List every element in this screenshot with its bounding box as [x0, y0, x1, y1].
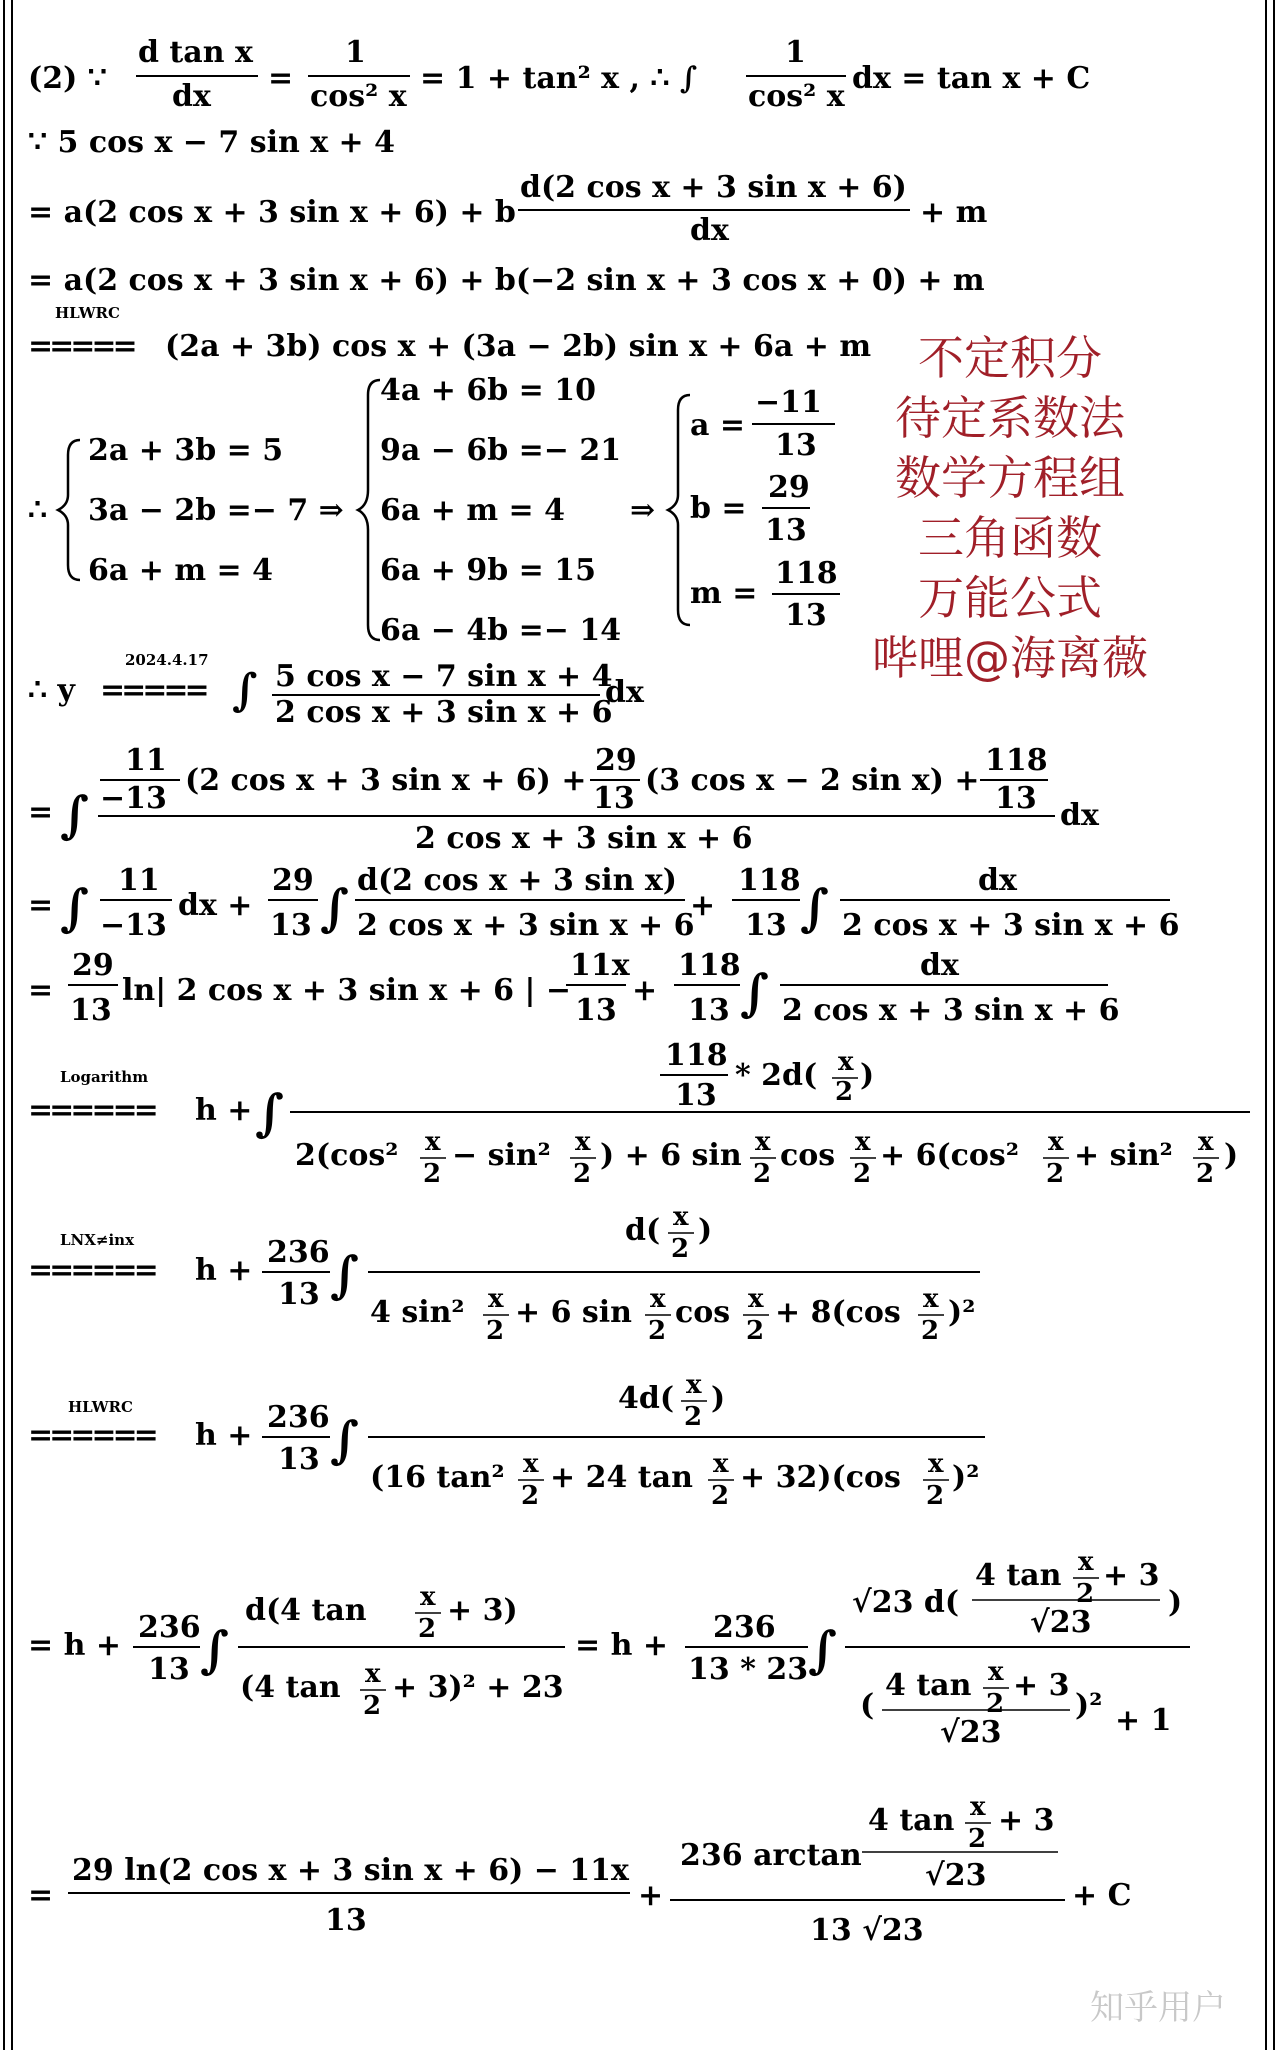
- svg-text:11: 11: [125, 743, 167, 778]
- svg-text:dx: dx: [920, 948, 959, 983]
- svg-text:): ): [1168, 1585, 1183, 1620]
- svg-text:13 * 23: 13 * 23: [688, 1652, 809, 1687]
- svg-text:(2) ∵: (2) ∵: [28, 61, 107, 96]
- svg-text:=====: =====: [100, 673, 206, 708]
- svg-text:): ): [1224, 1138, 1239, 1173]
- svg-text:2: 2: [1046, 1159, 1065, 1189]
- svg-text:∫: ∫: [232, 665, 258, 716]
- svg-text:∴: ∴: [28, 493, 48, 528]
- line-4: [28, 263, 985, 298]
- svg-text:2: 2: [926, 1481, 945, 1511]
- svg-text:5 cos x − 7 sin x + 4: 5 cos x − 7 sin x + 4: [275, 659, 613, 694]
- svg-text:x: x: [970, 1792, 986, 1822]
- svg-text:dx: dx: [690, 213, 729, 248]
- svg-text:d(2 cos x + 3 sin x): d(2 cos x + 3 sin x): [357, 863, 677, 898]
- svg-text:9a − 6b =− 21: 9a − 6b =− 21: [380, 433, 622, 468]
- date-label: 2024.4.17: [125, 651, 209, 669]
- svg-text:(3 cos x − 2 sin x) +: (3 cos x − 2 sin x) +: [645, 763, 980, 798]
- svg-text:∴ y: ∴ y: [28, 673, 75, 708]
- svg-text:x: x: [988, 1657, 1004, 1687]
- svg-text:x: x: [838, 1047, 854, 1077]
- svg-text:+ 3: + 3: [1103, 1558, 1160, 1593]
- svg-text:h +: h +: [195, 1418, 253, 1453]
- svg-text:∫: ∫: [60, 878, 89, 937]
- svg-text:): ): [698, 1213, 713, 1248]
- svg-text:∫: ∫: [255, 1083, 284, 1142]
- svg-text:x: x: [855, 1127, 871, 1157]
- svg-text:) + 6 sin: ) + 6 sin: [600, 1138, 742, 1173]
- svg-text:3a − 2b =− 7 ⇒: 3a − 2b =− 7 ⇒: [88, 493, 344, 528]
- svg-text:13: 13: [775, 428, 817, 463]
- svg-text:h +: h +: [195, 1093, 253, 1128]
- svg-text:4 tan: 4 tan: [885, 1668, 972, 1703]
- svg-text:∵ 5 cos x − 7 sin x + 4: ∵ 5 cos x − 7 sin x + 4: [28, 125, 396, 160]
- svg-text:cos² x: cos² x: [310, 79, 407, 114]
- svg-text:+: +: [632, 973, 658, 1008]
- svg-text:√23 d(: √23 d(: [852, 1585, 960, 1620]
- svg-text:x: x: [755, 1127, 771, 1157]
- svg-text:+: +: [638, 1878, 664, 1913]
- svg-text:2: 2: [521, 1481, 540, 1511]
- svg-text:∫: ∫: [740, 963, 769, 1022]
- svg-text:m =: m =: [690, 576, 758, 611]
- svg-text:1: 1: [345, 35, 366, 70]
- svg-text:2: 2: [423, 1159, 442, 1189]
- svg-text:2: 2: [835, 1077, 854, 1107]
- svg-text:4d(: 4d(: [618, 1381, 675, 1416]
- svg-text:2: 2: [753, 1159, 772, 1189]
- svg-text:(2a + 3b) cos x + (3a − 2b) si: (2a + 3b) cos x + (3a − 2b) sin x + 6a + m: [165, 329, 872, 364]
- svg-text:2 cos x + 3 sin x + 6: 2 cos x + 3 sin x + 6: [275, 695, 613, 730]
- svg-text:+: +: [690, 888, 716, 923]
- svg-text:======: ======: [28, 1418, 155, 1453]
- svg-text:118: 118: [738, 863, 801, 898]
- svg-text:2: 2: [648, 1316, 667, 1346]
- svg-text:118: 118: [678, 948, 741, 983]
- half-angle-sub: [28, 1038, 1250, 1189]
- svg-text:x: x: [923, 1284, 939, 1314]
- equation-system: [28, 373, 840, 648]
- svg-text:= h +: = h +: [28, 1628, 121, 1663]
- svg-text:4 tan: 4 tan: [868, 1803, 955, 1838]
- y-definition: [28, 651, 645, 730]
- svg-text:x: x: [686, 1370, 702, 1400]
- svg-text:13: 13: [270, 908, 312, 943]
- svg-text:)²: )²: [1075, 1688, 1103, 1723]
- completing-square: [28, 1547, 1190, 1750]
- svg-text:2 cos x + 3 sin x + 6: 2 cos x + 3 sin x + 6: [415, 821, 753, 856]
- svg-text:−11: −11: [755, 385, 822, 420]
- svg-text:2: 2: [968, 1824, 987, 1854]
- svg-text:1: 1: [785, 35, 806, 70]
- svg-text:x: x: [673, 1202, 689, 1232]
- svg-text:11: 11: [118, 863, 160, 898]
- svg-text:2: 2: [486, 1316, 505, 1346]
- hlwrc-label-2: HLWRC: [68, 1398, 133, 1416]
- svg-text:2: 2: [1076, 1579, 1095, 1609]
- svg-text:2: 2: [711, 1481, 730, 1511]
- svg-text:236: 236: [138, 1610, 201, 1645]
- svg-text:√23: √23: [940, 1715, 1002, 1750]
- svg-text:=: =: [28, 1878, 54, 1913]
- svg-text:2 cos x + 3 sin x + 6: 2 cos x + 3 sin x + 6: [357, 908, 695, 943]
- svg-text:d(4 tan: d(4 tan: [245, 1593, 367, 1628]
- svg-text:118: 118: [665, 1038, 728, 1073]
- svg-text:x: x: [748, 1284, 764, 1314]
- svg-text:======: ======: [28, 1253, 155, 1288]
- overlay-line-4: 三角函数: [918, 511, 1102, 565]
- svg-text:∫: ∫: [330, 1410, 359, 1469]
- svg-text:x: x: [523, 1449, 539, 1479]
- svg-text:x: x: [650, 1284, 666, 1314]
- svg-text:236 arctan: 236 arctan: [680, 1838, 862, 1873]
- svg-text:2 cos x + 3 sin x + 6: 2 cos x + 3 sin x + 6: [782, 993, 1120, 1028]
- svg-text:2: 2: [573, 1159, 592, 1189]
- svg-text:(16 tan²: (16 tan²: [370, 1460, 505, 1495]
- svg-text:2a + 3b = 5: 2a + 3b = 5: [88, 433, 284, 468]
- svg-text:2: 2: [363, 1691, 382, 1721]
- svg-text:dx +: dx +: [178, 888, 253, 923]
- svg-text:======: ======: [28, 1093, 155, 1128]
- svg-text:ln| 2 cos x + 3 sin x + 6 | −: ln| 2 cos x + 3 sin x + 6 | −: [122, 973, 571, 1008]
- logarithm-label: Logarithm: [60, 1068, 149, 1086]
- svg-text:29 ln(2 cos x + 3 sin x + 6) −: 29 ln(2 cos x + 3 sin x + 6) − 11x: [72, 1853, 629, 1888]
- svg-text:118: 118: [775, 556, 838, 591]
- svg-text:d tan x: d tan x: [138, 35, 253, 70]
- svg-text:d(: d(: [625, 1213, 661, 1248]
- overlay-line-1: 不定积分: [918, 331, 1102, 385]
- line-3: [28, 170, 988, 248]
- svg-text:236: 236: [713, 1610, 776, 1645]
- svg-text:∫: ∫: [800, 878, 829, 937]
- svg-text:13: 13: [675, 1078, 717, 1113]
- svg-text:236: 236: [267, 1400, 330, 1435]
- topic-overlay: [850, 328, 1170, 688]
- svg-text:+ 8(cos: + 8(cos: [775, 1295, 901, 1330]
- svg-text:13 √23: 13 √23: [810, 1913, 924, 1948]
- svg-text:+ 24 tan: + 24 tan: [550, 1460, 693, 1495]
- svg-text:=====: =====: [28, 329, 134, 364]
- svg-text:−13: −13: [100, 781, 167, 816]
- svg-text:dx: dx: [172, 79, 211, 114]
- simplified-1: [28, 1202, 980, 1346]
- svg-text:118: 118: [985, 743, 1048, 778]
- svg-text:= a(2 cos x + 3 sin x + 6) + b: = a(2 cos x + 3 sin x + 6) + b(−2 sin x + 3 cos x + 0) + m: [28, 263, 985, 298]
- svg-text:+ 1: + 1: [1115, 1703, 1172, 1738]
- svg-text:2: 2: [684, 1402, 703, 1432]
- svg-text:∫: ∫: [808, 1620, 837, 1679]
- svg-text:+ sin²: + sin²: [1074, 1138, 1173, 1173]
- svg-text:13: 13: [785, 598, 827, 633]
- svg-text:+ 32)(cos: + 32)(cos: [740, 1460, 901, 1495]
- svg-text:): ): [711, 1381, 726, 1416]
- svg-text:13: 13: [325, 1903, 367, 1938]
- svg-text:x: x: [425, 1127, 441, 1157]
- svg-text:x: x: [1078, 1547, 1094, 1577]
- svg-text:+ 3: + 3: [1013, 1668, 1070, 1703]
- svg-text:h +: h +: [195, 1253, 253, 1288]
- svg-text:+ 3): + 3): [447, 1593, 518, 1628]
- svg-text:)²: )²: [948, 1295, 976, 1330]
- svg-text:x: x: [1198, 1127, 1214, 1157]
- svg-text:dx: dx: [605, 675, 644, 710]
- svg-text:13: 13: [278, 1442, 320, 1477]
- svg-text:x: x: [928, 1449, 944, 1479]
- svg-text:11x: 11x: [570, 948, 630, 983]
- svg-text:2: 2: [1196, 1159, 1215, 1189]
- svg-text:* 2d(: * 2d(: [735, 1058, 818, 1093]
- lnx-label: LNX≠inx: [60, 1231, 135, 1249]
- svg-text:x: x: [365, 1659, 381, 1689]
- watermark: 知乎用户: [1090, 1988, 1226, 2028]
- svg-text:2: 2: [746, 1316, 765, 1346]
- svg-text:dx = tan x + C: dx = tan x + C: [852, 61, 1091, 96]
- svg-text:236: 236: [267, 1235, 330, 1270]
- svg-text:= a(2 cos x + 3 sin x + 6) + b: = a(2 cos x + 3 sin x + 6) + b: [28, 195, 516, 230]
- overlay-line-6: 哔哩@海离薇: [872, 631, 1148, 685]
- svg-text:cos² x: cos² x: [748, 79, 845, 114]
- line-1: [28, 35, 1090, 114]
- simplified-2: [28, 1370, 985, 1511]
- svg-text:13: 13: [593, 781, 635, 816]
- svg-text:4a + 6b = 10: 4a + 6b = 10: [380, 373, 596, 408]
- svg-text:2 cos x + 3 sin x + 6: 2 cos x + 3 sin x + 6: [842, 908, 1180, 943]
- svg-text:∫: ∫: [200, 1620, 229, 1679]
- svg-text:+ m: + m: [920, 195, 988, 230]
- svg-text:29: 29: [595, 743, 637, 778]
- svg-text:2(cos²: 2(cos²: [295, 1138, 399, 1173]
- svg-text:⇒: ⇒: [630, 493, 656, 528]
- svg-text:6a + m = 4: 6a + m = 4: [380, 493, 565, 528]
- svg-text:√23: √23: [1030, 1605, 1092, 1640]
- svg-text:+ 3)² + 23: + 3)² + 23: [392, 1670, 564, 1705]
- svg-text:x: x: [575, 1127, 591, 1157]
- svg-text:29: 29: [72, 948, 114, 983]
- svg-text:− sin²: − sin²: [452, 1138, 551, 1173]
- svg-text:= h +: = h +: [575, 1628, 668, 1663]
- svg-text:4 tan: 4 tan: [975, 1558, 1062, 1593]
- svg-text:13: 13: [148, 1652, 190, 1687]
- log-result: [28, 948, 1120, 1028]
- svg-text:cos: cos: [675, 1295, 731, 1330]
- svg-text:4 sin²: 4 sin²: [370, 1295, 465, 1330]
- svg-text:a =: a =: [690, 408, 746, 443]
- svg-text:∫: ∫: [60, 785, 89, 844]
- svg-text:13: 13: [995, 781, 1037, 816]
- svg-text:)²: )²: [952, 1460, 980, 1495]
- svg-text:cos: cos: [780, 1138, 836, 1173]
- overlay-line-5: 万能公式: [918, 571, 1102, 625]
- svg-text:13: 13: [70, 993, 112, 1028]
- svg-text:dx: dx: [1060, 798, 1099, 833]
- svg-text:x: x: [488, 1284, 504, 1314]
- svg-text:=: =: [28, 795, 54, 830]
- svg-text:2: 2: [921, 1316, 940, 1346]
- svg-text:(: (: [860, 1688, 875, 1723]
- svg-text:6a − 4b =− 14: 6a − 4b =− 14: [380, 613, 622, 648]
- svg-text:+ C: + C: [1072, 1878, 1132, 1913]
- svg-text:+ 3: + 3: [998, 1803, 1055, 1838]
- svg-text:6a + 9b = 15: 6a + 9b = 15: [380, 553, 596, 588]
- overlay-line-2: 待定系数法: [895, 391, 1125, 445]
- svg-text:13: 13: [765, 513, 807, 548]
- svg-text:= 1 + tan² x , ∴ ∫: = 1 + tan² x , ∴ ∫: [420, 61, 698, 96]
- svg-text:∫: ∫: [320, 878, 349, 937]
- svg-text:(2 cos x + 3 sin x + 6) +: (2 cos x + 3 sin x + 6) +: [185, 763, 587, 798]
- svg-text:13: 13: [575, 993, 617, 1028]
- svg-text:x: x: [713, 1449, 729, 1479]
- svg-text:2: 2: [853, 1159, 872, 1189]
- svg-text:2: 2: [418, 1614, 437, 1644]
- svg-text:13: 13: [278, 1277, 320, 1312]
- final-result: [28, 1792, 1131, 1948]
- svg-text:=: =: [28, 973, 54, 1008]
- svg-text:): ): [860, 1058, 875, 1093]
- svg-text:√23: √23: [925, 1858, 987, 1893]
- svg-text:∫: ∫: [330, 1245, 359, 1304]
- svg-text:d(2 cos x + 3 sin x + 6): d(2 cos x + 3 sin x + 6): [520, 170, 907, 205]
- svg-text:(4 tan: (4 tan: [240, 1670, 341, 1705]
- svg-text:=: =: [28, 888, 54, 923]
- svg-text:29: 29: [768, 470, 810, 505]
- svg-text:+ 6(cos²: + 6(cos²: [880, 1138, 1019, 1173]
- svg-text:13: 13: [688, 993, 730, 1028]
- svg-text:−13: −13: [100, 908, 167, 943]
- split-integrals: [28, 863, 1180, 943]
- svg-text:13: 13: [745, 908, 787, 943]
- svg-text:+ 6 sin: + 6 sin: [515, 1295, 632, 1330]
- svg-text:dx: dx: [978, 863, 1017, 898]
- svg-text:x: x: [1048, 1127, 1064, 1157]
- line-5: [28, 304, 871, 364]
- overlay-line-3: 数学方程组: [895, 451, 1125, 505]
- svg-text:2: 2: [986, 1689, 1005, 1719]
- svg-text:6a + m = 4: 6a + m = 4: [88, 553, 273, 588]
- svg-text:=: =: [268, 61, 294, 96]
- expanded-integral: [28, 743, 1100, 856]
- line-2: [28, 125, 395, 160]
- hlwrc-label-1: HLWRC: [55, 304, 120, 322]
- svg-text:2: 2: [671, 1234, 690, 1264]
- svg-text:x: x: [420, 1582, 436, 1612]
- svg-text:b =: b =: [690, 491, 747, 526]
- svg-text:29: 29: [272, 863, 314, 898]
